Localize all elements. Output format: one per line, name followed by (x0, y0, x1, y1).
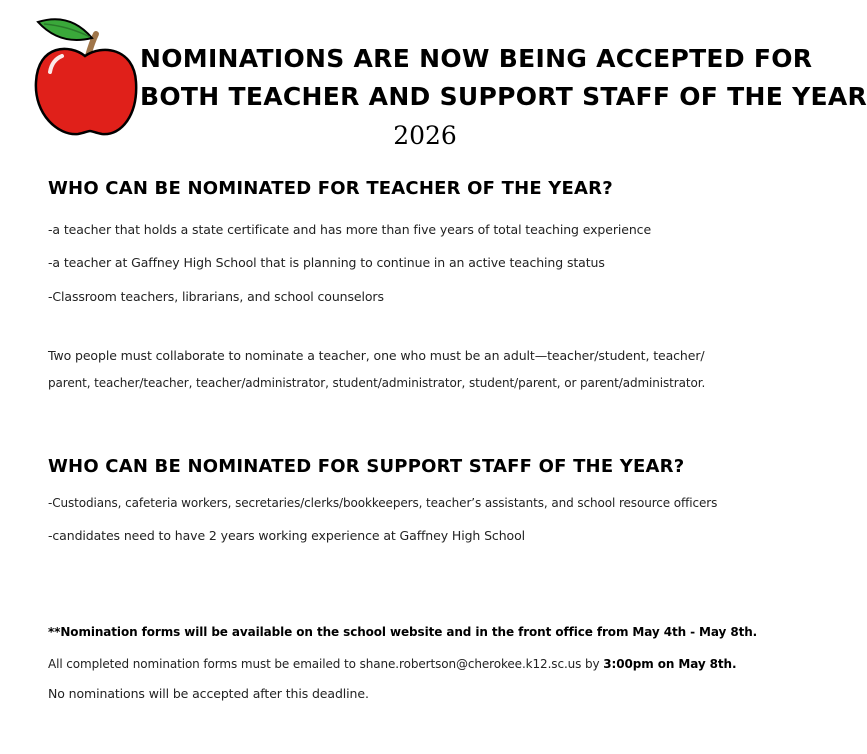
teacher-criterion-1: -a teacher that holds a state certificate and has more than five years of total teaching experience (48, 222, 652, 237)
support-section-heading: WHO CAN BE NOMINATED FOR SUPPORT STAFF OF THE YEAR? (48, 456, 685, 477)
forms-notice: **Nomination forms will be available on the school website and in the front office from May 4th - May 8th. (48, 625, 758, 639)
apple-icon (30, 14, 140, 139)
title-line-2: BOTH TEACHER AND SUPPORT STAFF OF THE YEAR (140, 82, 867, 111)
header (140, 40, 867, 154)
collaboration-line-1: Two people must collaborate to nominate a teacher, one who must be an adult—teacher/student, teacher/ (48, 348, 705, 363)
deadline-text: 3:00pm on May 8th. (603, 657, 737, 671)
teacher-section-heading: WHO CAN BE NOMINATED FOR TEACHER OF THE YEAR? (48, 178, 613, 199)
collaboration-line-2: parent, teacher/teacher, teacher/administrator, student/administrator, student/parent, or parent/administrator. (48, 376, 706, 390)
title-line-1: NOMINATIONS ARE NOW BEING ACCEPTED FOR (140, 44, 813, 73)
teacher-criterion-3: -Classroom teachers, librarians, and school counselors (48, 289, 384, 304)
no-late-notice: No nominations will be accepted after this deadline. (48, 686, 369, 701)
year: 2026 (393, 121, 457, 150)
teacher-criterion-2: -a teacher at Gaffney High School that is planning to continue in an active teaching status (48, 255, 605, 270)
support-criterion-2: -candidates need to have 2 years working experience at Gaffney High School (48, 528, 525, 543)
email-instruction (48, 657, 736, 671)
support-criterion-1: -Custodians, cafeteria workers, secretaries/clerks/bookkeepers, teacher’s assistants, and school resource officers (48, 496, 718, 510)
email-instruction-text: All completed nomination forms must be emailed to shane.robertson@cherokee.k12.sc.us by (48, 657, 600, 671)
